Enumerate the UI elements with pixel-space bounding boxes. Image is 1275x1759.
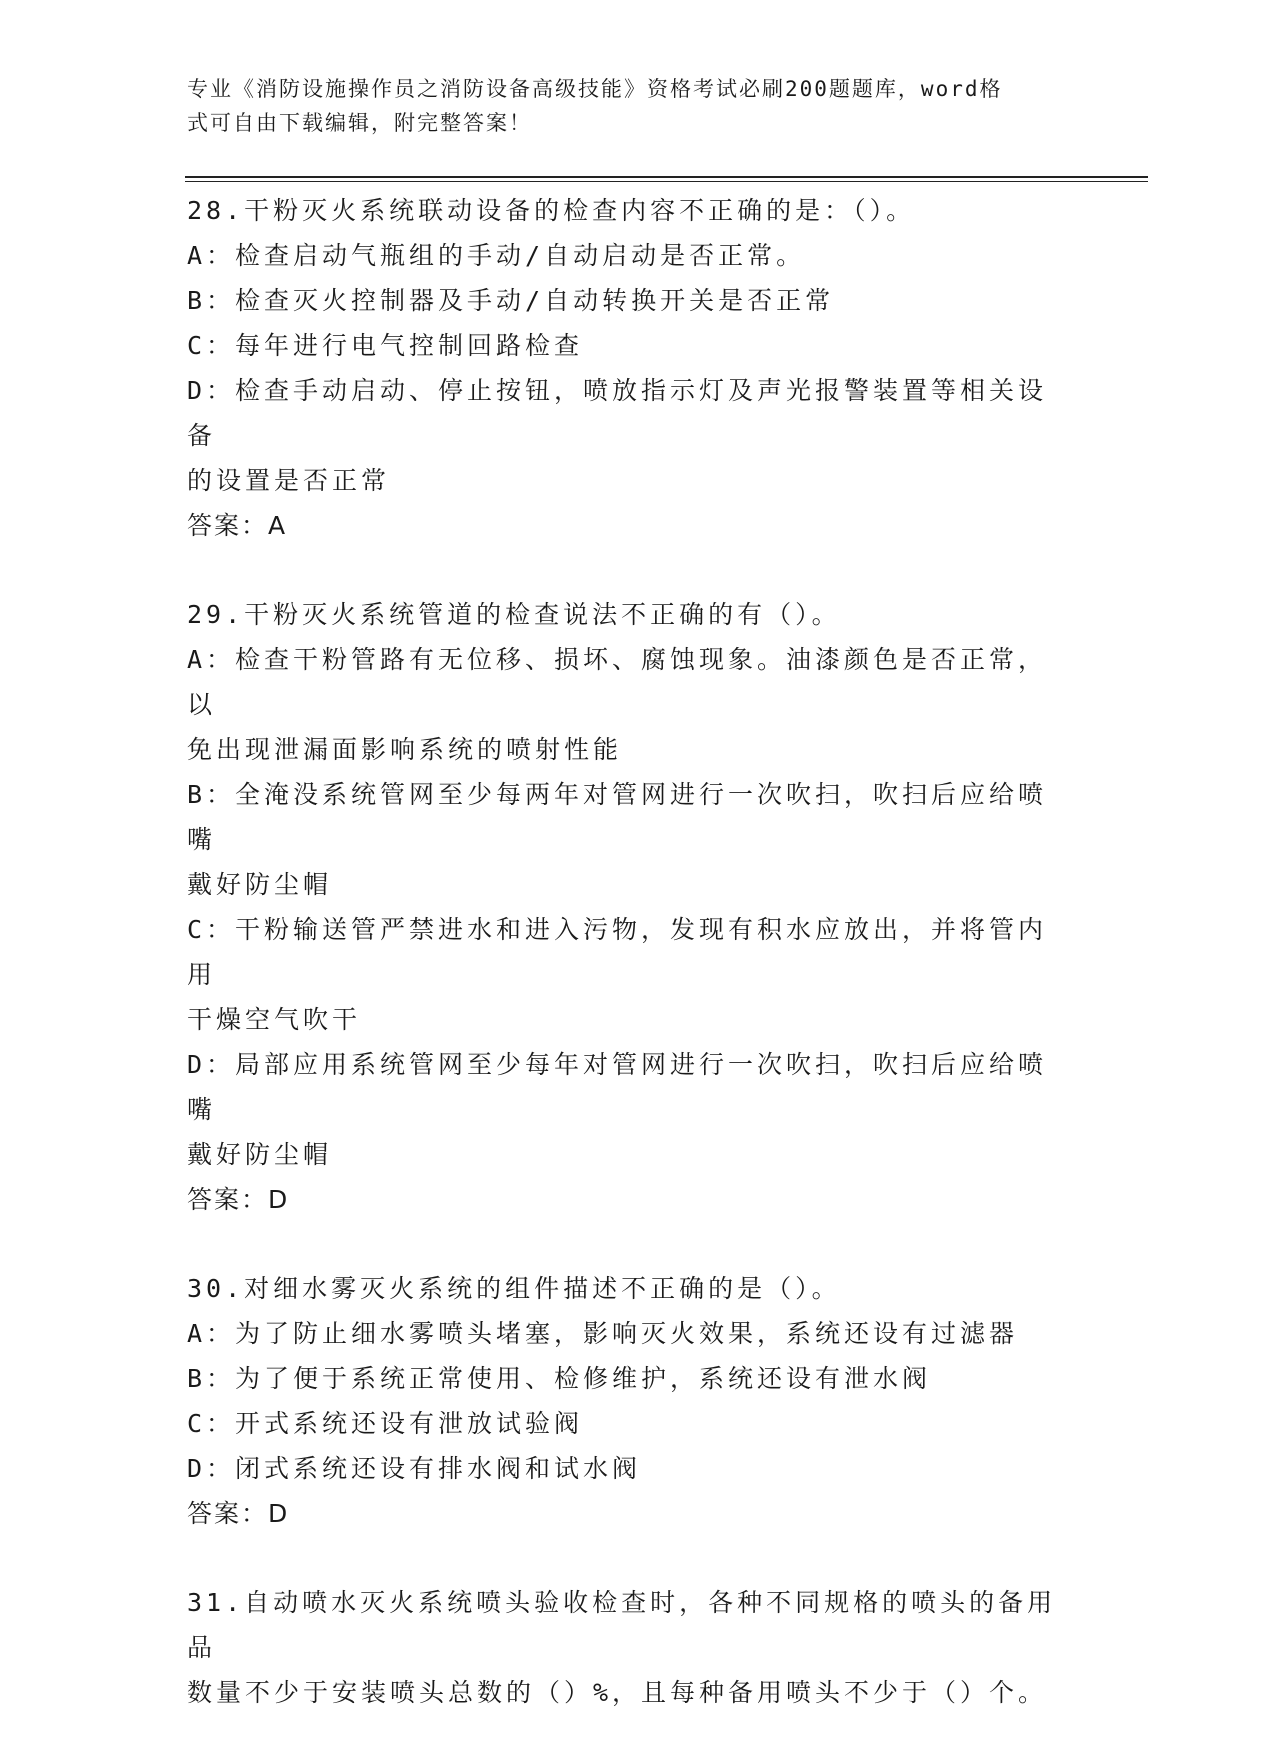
option-c: C：每年进行电气控制回路检查 [187, 331, 584, 360]
option-c: C：干粉输送管严禁进水和进入污物，发现有积水应放出，并将管内用 [187, 915, 1048, 989]
document-header [187, 72, 1067, 140]
header-divider-thin [185, 181, 1148, 182]
option-d: D：局部应用系统管网至少每年对管网进行一次吹扫，吹扫后应给喷嘴 [187, 1050, 1048, 1124]
header-line-1: 专业《消防设施操作员之消防设备高级技能》资格考试必刷200题题库，word格 [187, 77, 1003, 101]
option-b: B：全淹没系统管网至少每两年对管网进行一次吹扫，吹扫后应给喷嘴 [187, 780, 1048, 854]
question-29 [187, 592, 1067, 1222]
option-a: A：检查启动气瓶组的手动/自动启动是否正常。 [187, 241, 806, 270]
question-31 [187, 1580, 1067, 1715]
option-b: B：检查灭火控制器及手动/自动转换开关是否正常 [187, 286, 835, 315]
option-b-continued: 戴好防尘帽 [187, 870, 333, 899]
answer-label: 答案：A [187, 511, 288, 540]
question-28 [187, 188, 1067, 548]
answer-label: 答案：D [187, 1499, 290, 1528]
header-divider-thick [185, 176, 1148, 178]
question-30 [187, 1266, 1067, 1536]
header-line-2: 式可自由下载编辑，附完整答案！ [187, 111, 532, 135]
question-stem: 30.对细水雾灭火系统的组件描述不正确的是（）。 [187, 1274, 841, 1303]
option-d: D：检查手动启动、停止按钮，喷放指示灯及声光报警装置等相关设备 [187, 376, 1048, 450]
question-stem: 31.自动喷水灭火系统喷头验收检查时，各种不同规格的喷头的备用品 [187, 1588, 1057, 1662]
question-list [187, 188, 1067, 1759]
answer-label: 答案：D [187, 1185, 290, 1214]
option-c-continued: 干燥空气吹干 [187, 1005, 362, 1034]
option-a: A：检查干粉管路有无位移、损坏、腐蚀现象。油漆颜色是否正常，以 [187, 645, 1048, 719]
option-a: A：为了防止细水雾喷头堵塞，影响灭火效果，系统还设有过滤器 [187, 1319, 1019, 1348]
option-d-continued: 戴好防尘帽 [187, 1140, 333, 1169]
option-d: D：闭式系统还设有排水阀和试水阀 [187, 1454, 642, 1483]
option-d-continued: 的设置是否正常 [187, 466, 391, 495]
question-stem: 28.干粉灭火系统联动设备的检查内容不正确的是：（）。 [187, 196, 916, 225]
option-a-continued: 免出现泄漏面影响系统的喷射性能 [187, 735, 623, 764]
option-b: B：为了便于系统正常使用、检修维护，系统还设有泄水阀 [187, 1364, 932, 1393]
question-stem-continued: 数量不少于安装喷头总数的（）%，且每种备用喷头不少于（）个。 [187, 1678, 1048, 1707]
option-c: C：开式系统还设有泄放试验阀 [187, 1409, 584, 1438]
question-stem: 29.干粉灭火系统管道的检查说法不正确的有（）。 [187, 600, 841, 629]
